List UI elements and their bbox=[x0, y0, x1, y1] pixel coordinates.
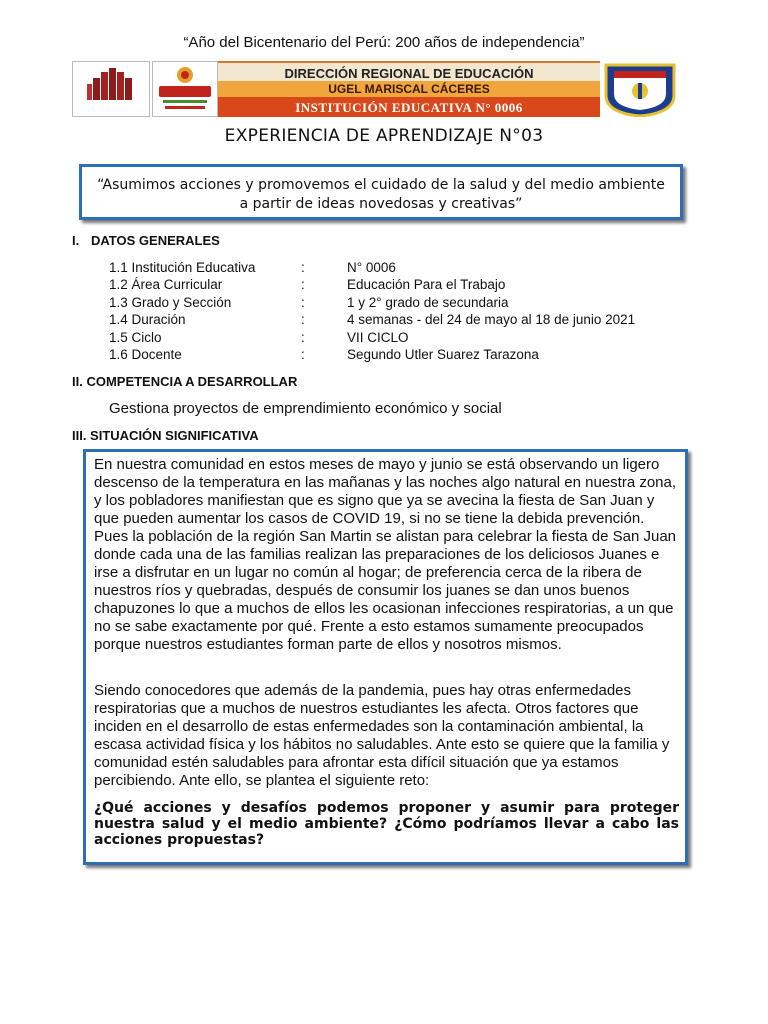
header-band bbox=[218, 61, 600, 117]
data-row-label: 1.6 Docente bbox=[109, 347, 182, 362]
data-row-colon: : bbox=[301, 260, 305, 275]
data-row-colon: : bbox=[301, 295, 305, 310]
situacion-box bbox=[83, 449, 688, 865]
data-row-label: 1.1 Institución Educativa bbox=[109, 260, 256, 275]
section-situacion-title: III. SITUACIÓN SIGNIFICATIVA bbox=[72, 428, 259, 443]
school-crest bbox=[602, 61, 678, 117]
section-number: I. bbox=[72, 233, 80, 248]
data-row-value: N° 0006 bbox=[347, 260, 396, 275]
section-competencia-title: II. COMPETENCIA A DESARROLLAR bbox=[72, 374, 298, 389]
band-middle bbox=[218, 81, 600, 97]
ugel-label: UGEL MARISCAL CÁCERES bbox=[328, 82, 490, 96]
challenge-question: ¿Qué acciones y desafíos podemos proponer y asumir para proteger nuestra salud y el medio ambiente? ¿Cómo podríamos llevar a cabo las acciones propuestas? bbox=[94, 800, 679, 848]
section-datos-generales-title bbox=[72, 233, 220, 248]
page-title: EXPERIENCIA DE APRENDIZAJE N°03 bbox=[224, 126, 544, 146]
section-title-text: DATOS GENERALES bbox=[91, 233, 220, 248]
institution-banner bbox=[72, 61, 678, 117]
data-row-colon: : bbox=[301, 330, 305, 345]
data-row-colon: : bbox=[301, 277, 305, 292]
competencia-text: Gestiona proyectos de emprendimiento económico y social bbox=[109, 400, 502, 417]
school-name-label: INSTITUCIÓN EDUCATIVA N° 0006 bbox=[295, 100, 523, 115]
quote-box bbox=[79, 164, 683, 220]
quote-text: “Asumimos acciones y promovemos el cuidado de la salud y del medio ambiente a partir de ideas novedosas y creativas” bbox=[97, 177, 665, 212]
data-row bbox=[109, 347, 709, 365]
data-row-label: 1.5 Ciclo bbox=[109, 330, 162, 345]
data-row bbox=[109, 260, 709, 278]
sanmartin-logo bbox=[152, 61, 218, 117]
data-row-label: 1.2 Área Curricular bbox=[109, 277, 223, 292]
data-row bbox=[109, 330, 709, 348]
data-row bbox=[109, 277, 709, 295]
header-motto: “Año del Bicentenario del Perú: 200 años de independencia” bbox=[183, 34, 585, 51]
data-row-label: 1.4 Duración bbox=[109, 312, 186, 327]
data-row-label: 1.3 Grado y Sección bbox=[109, 295, 232, 310]
school-crest-icon bbox=[602, 61, 678, 117]
data-row-value: Educación Para el Trabajo bbox=[347, 277, 506, 292]
band-top bbox=[218, 61, 600, 81]
data-row-colon: : bbox=[301, 347, 305, 362]
data-row-value: 1 y 2° grado de secundaria bbox=[347, 295, 509, 310]
band-bottom bbox=[218, 97, 600, 117]
sanmartin-logo-icon bbox=[153, 62, 217, 116]
minedu-logo bbox=[72, 61, 150, 117]
data-row bbox=[109, 295, 709, 313]
situacion-paragraph-1: En nuestra comunidad en estos meses de mayo y junio se está observando un ligero descenso de la temperatura en las mañanas y las noches algo natural en nuestra zona, y los pobladores manifiestan que es signo que ya se avecina la fiesta de San Juan y que pueden aumentar los casos de COVID 19, si no se tiene la debida prevención. Pues la población de la región San Martin se alistan para celebrar la fiesta de San Juan donde cada una de las familias realizan las preparaciones de los deliciosos Juanes e irse a disfrutar en un lugar no común al hogar; de preferencia cerca de la ribera de nuestros ríos y quebradas, después de consumir los juanes se dan unos buenos chapuzones lo que a muchos de ellos les ocasionan infecciones respiratorias, a un que no se sabe exactamente por qué. Frente a esto estamos sumamente preocupados porque nuestros estudiantes forman parte de ellos y nosotros mismos. bbox=[94, 456, 677, 653]
regional-directorate-label: DIRECCIÓN REGIONAL DE EDUCACIÓN bbox=[284, 66, 534, 81]
data-row-value: Segundo Utler Suarez Tarazona bbox=[347, 347, 539, 362]
data-row-value: VII CICLO bbox=[347, 330, 409, 345]
data-row-value: 4 semanas - del 24 de mayo al 18 de junio 2021 bbox=[347, 312, 636, 327]
situacion-paragraph-2: Siendo conocedores que además de la pandemia, pues hay otras enfermedades respiratorias que a muchos de nuestros estudiantes les afecta. Otros factores que inciden en el desarrollo de estas enfermedades son la contaminación ambiental, la escasa actividad física y los hábitos no saludables. Ante esto se quiere que la familia y comunidad estén saludables para afrontar esta difícil situación que ya estamos percibiendo. Ante ello, se plantea el siguiente reto: bbox=[94, 682, 670, 789]
data-row-colon: : bbox=[301, 312, 305, 327]
data-row bbox=[109, 312, 709, 330]
minedu-logo-icon bbox=[73, 62, 149, 116]
